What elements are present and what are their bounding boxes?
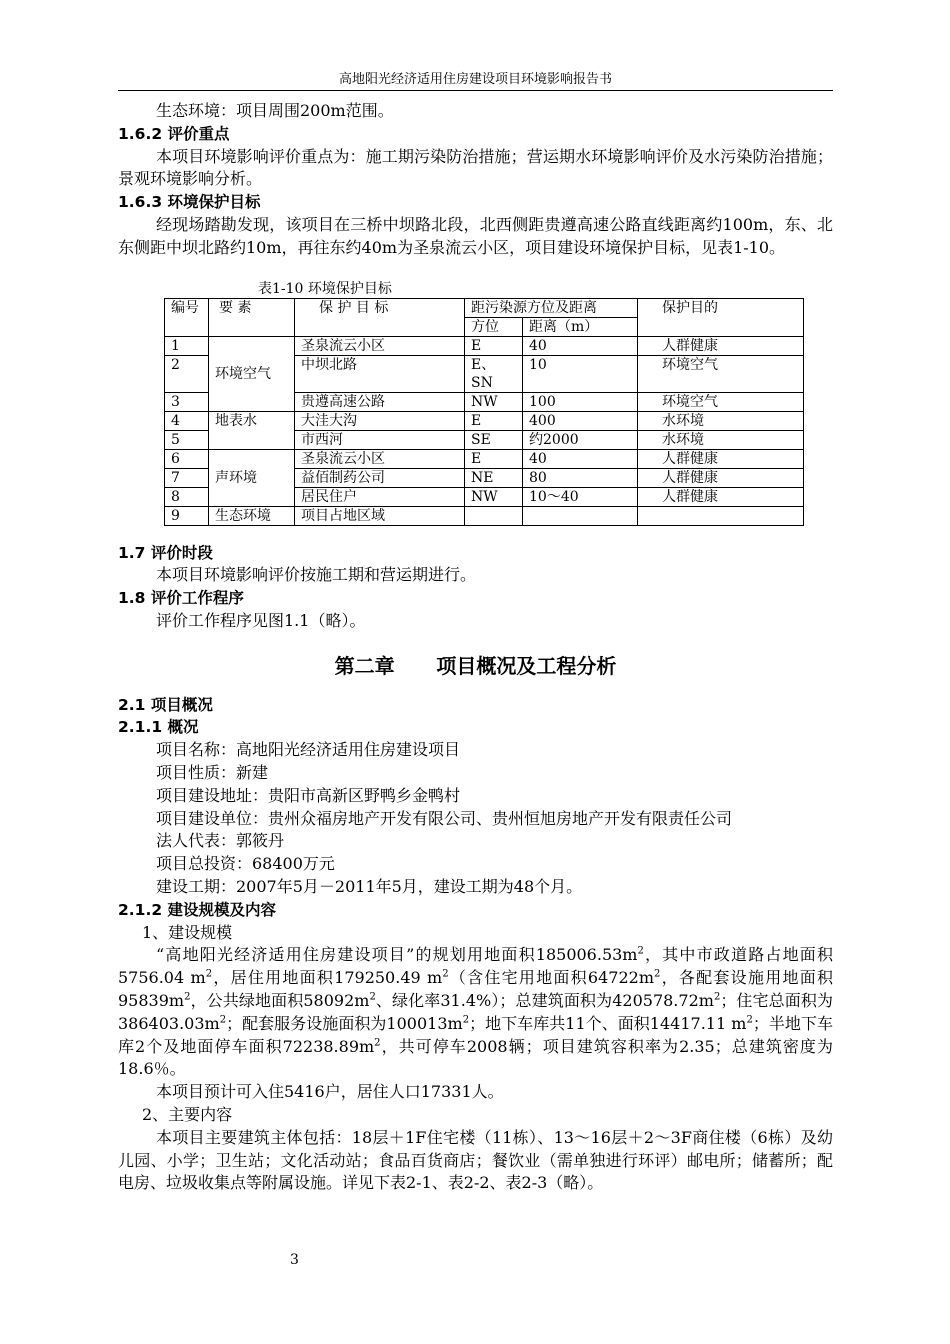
scale-paragraph: “高地阳光经济适用住房建设项目”的规划用地面积$185006.53m^2$，其中市政道路占地面积5756.04 $m^2$，居住用地面积179250.49 $m^2$（含住宅用地面积$64722m^2$，各配套设施用地面积$95839m^2$，公共绿地面积$58092m^2$、绿化率31.4%）；总建筑面积为$420578.72m^2$；住宅总面积为$386403.03m^2$；配套服务设施面积为$100013m^2$；地下车库共11个、面积14417.11 $m^2$；半地下车库2个及地面停车面积$72238.89m^2$，共可停车2008辆；项目建筑容积率为2.35；总建筑密度为18.6％。 — [118, 945, 833, 1079]
table-caption: 表1-10 环境保护目标 — [258, 280, 392, 297]
cell-no: 1 — [165, 336, 209, 355]
project-nature: 项目性质：新建 — [156, 762, 269, 782]
cell-distance: 10～40 — [523, 487, 638, 506]
page-number: 3 — [290, 1252, 299, 1268]
heading-1-6-2: 1.6.2 评价重点 — [118, 124, 230, 143]
cell-no: 3 — [165, 392, 209, 411]
total-investment: 项目总投资：68400万元 — [156, 854, 335, 874]
cell-no: 7 — [165, 468, 209, 487]
table-row — [165, 336, 804, 355]
project-address: 项目建设地址：贵阳市高新区野鸭乡金鸭村 — [156, 785, 461, 805]
cell-distance: 40 — [523, 336, 638, 355]
cell-target: 益佰制药公司 — [295, 468, 465, 487]
construction-period: 建设工期：2007年5月－2011年5月，建设工期为48个月。 — [156, 876, 583, 896]
cell-target: 贵遵高速公路 — [295, 392, 465, 411]
header-direction: 方位 — [465, 317, 523, 336]
cell-no: 9 — [165, 506, 209, 525]
page-content — [118, 100, 833, 1195]
subheading-scale: 1、建设规模 — [142, 922, 233, 942]
population-line: 本项目预计可入住5416户，居住人口17331人。 — [156, 1082, 504, 1102]
cell-target: 圣泉流云小区 — [295, 336, 465, 355]
cell-direction — [465, 506, 523, 525]
cell-goal — [638, 506, 804, 525]
heading-2-1-1: 2.1.1 概况 — [118, 718, 199, 737]
cell-direction: E — [465, 336, 523, 355]
cell-direction: NE — [465, 468, 523, 487]
group-air: 环境空气 — [209, 336, 295, 411]
cell-distance: 400 — [523, 411, 638, 430]
cell-distance: 40 — [523, 449, 638, 468]
cell-direction: NW — [465, 392, 523, 411]
cell-direction: E — [465, 411, 523, 430]
cell-target: 居民住户 — [295, 487, 465, 506]
cell-distance — [523, 506, 638, 525]
heading-1-8: 1.8 评价工作程序 — [118, 589, 244, 608]
project-name: 项目名称：高地阳光经济适用住房建设项目 — [156, 740, 461, 760]
paragraph-1-8: 评价工作程序见图1.1（略）。 — [156, 610, 366, 630]
header-target: 保 护 目 标 — [295, 298, 465, 336]
cell-distance: 80 — [523, 468, 638, 487]
header-no: 编号 — [165, 298, 209, 336]
cell-direction: SE — [465, 430, 523, 449]
cell-goal: 人群健康 — [638, 468, 804, 487]
cell-distance: 100 — [523, 392, 638, 411]
heading-1-6-3: 1.6.3 环境保护目标 — [118, 193, 261, 212]
page-header: 高地阳光经济适用住房建设项目环境影响报告书 — [118, 68, 833, 91]
cell-direction: E — [465, 449, 523, 468]
heading-2-1: 2.1 项目概况 — [118, 695, 213, 714]
heading-2-1-2: 2.1.2 建设规模及内容 — [118, 900, 277, 919]
group-eco: 生态环境 — [209, 506, 295, 525]
content-paragraph: 本项目主要建筑主体包括：18层＋1F住宅楼（11栋）、13～16层＋2～3F商住楼（6栋）及幼儿园、小学；卫生站；文化活动站；食品百货商店；餐饮业（需单独进行环评）邮电所；储蓄所；配电房、垃圾收集点等附属设施。详见下表2-1、表2-2、表2-3（略）。 — [118, 1127, 833, 1193]
table-row — [165, 449, 804, 468]
cell-no: 6 — [165, 449, 209, 468]
cell-goal: 人群健康 — [638, 336, 804, 355]
cell-goal: 水环境 — [638, 411, 804, 430]
chapter-title: 第二章 项目概况及工程分析 — [334, 653, 617, 678]
group-water: 地表水 — [209, 411, 295, 449]
cell-direction: NW — [465, 487, 523, 506]
cell-direction: E、SN — [465, 355, 523, 392]
cell-goal: 水环境 — [638, 430, 804, 449]
table-row — [165, 506, 804, 525]
cell-target: 圣泉流云小区 — [295, 449, 465, 468]
header-distance-group: 距污染源方位及距离 — [465, 298, 638, 317]
heading-1-7: 1.7 评价时段 — [118, 543, 213, 562]
paragraph-1-6-2: 本项目环境影响评价重点为：施工期污染防治措施；营运期水环境影响评价及水污染防治措施；景观环境影响分析。 — [118, 146, 833, 189]
table-row — [165, 411, 804, 430]
cell-goal: 环境空气 — [638, 392, 804, 411]
cell-goal: 人群健康 — [638, 487, 804, 506]
legal-representative: 法人代表：郭筱丹 — [156, 831, 285, 851]
cell-no: 2 — [165, 355, 209, 392]
paragraph-1-7: 本项目环境影响评价按施工期和营运期进行。 — [156, 565, 477, 585]
cell-distance: 约2000 — [523, 430, 638, 449]
paragraph-1-6-3: 经现场踏勘发现，该项目在三桥中坝路北段，北西侧距贵遵高速公路直线距离约100m，东、北东侧距中坝北路约10m，再往东约40m为圣泉流云小区，项目建设环境保护目标，见表1-10。 — [118, 214, 833, 257]
cell-target: 大洼大沟 — [295, 411, 465, 430]
protection-targets-table — [164, 298, 804, 526]
cell-no: 8 — [165, 487, 209, 506]
group-noise: 声环境 — [209, 449, 295, 506]
cell-target: 项目占地区域 — [295, 506, 465, 525]
cell-goal: 人群健康 — [638, 449, 804, 468]
header-goal: 保护目的 — [638, 298, 804, 336]
cell-goal: 环境空气 — [638, 355, 804, 392]
cell-no: 5 — [165, 430, 209, 449]
cell-target: 中坝北路 — [295, 355, 465, 392]
cell-target: 市西河 — [295, 430, 465, 449]
header-distance: 距离（m） — [523, 317, 638, 336]
cell-distance: 10 — [523, 355, 638, 392]
project-builder: 项目建设单位：贵州众福房地产开发有限公司、贵州恒旭房地产开发有限责任公司 — [156, 808, 733, 828]
header-element: 要 素 — [209, 298, 295, 336]
subheading-content: 2、主要内容 — [142, 1104, 233, 1124]
eco-range-line: 生态环境：项目周围200m范围。 — [156, 101, 394, 120]
table-header-row — [165, 298, 804, 317]
cell-no: 4 — [165, 411, 209, 430]
